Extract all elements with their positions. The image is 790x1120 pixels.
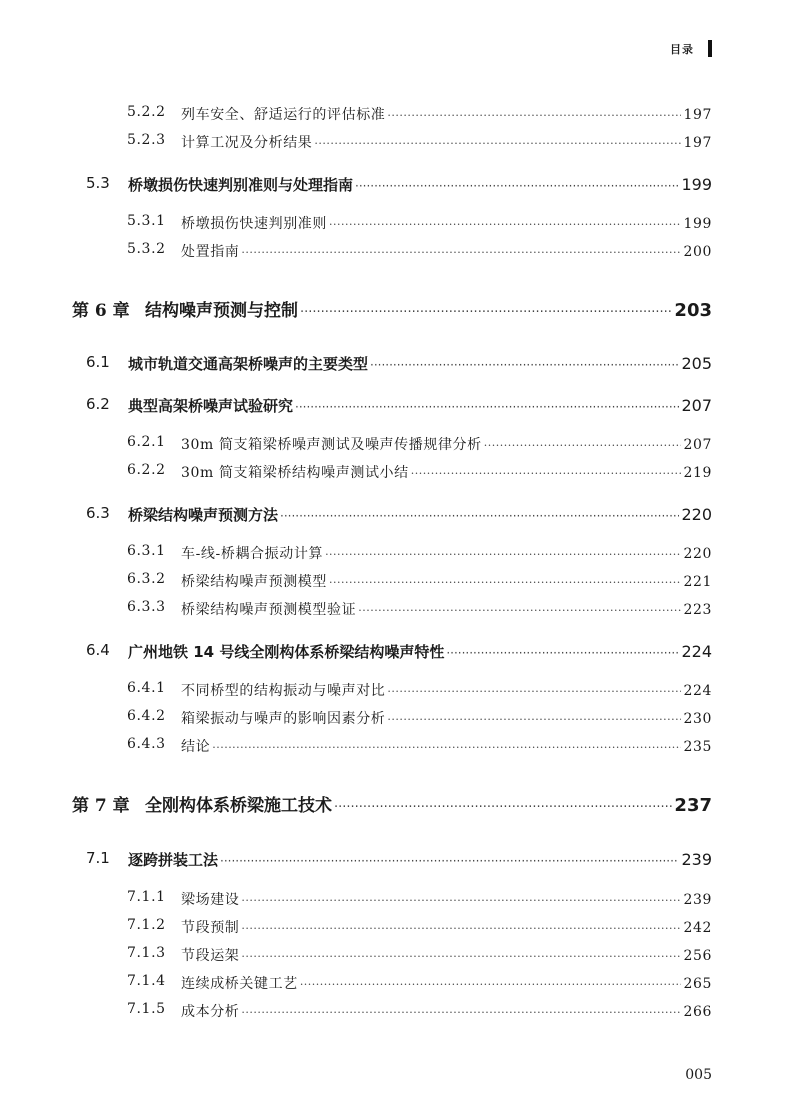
toc-page: 239 (681, 850, 712, 869)
toc-number: 7.1.4 (127, 973, 166, 989)
toc-number: 6.1 (86, 353, 110, 371)
toc-title: 桥梁结构噪声预测模型 (181, 574, 327, 590)
toc-leader (387, 685, 681, 698)
toc-title: 城市轨道交通高架桥噪声的主要类型 (128, 355, 369, 373)
toc-number: 第 7 章 (72, 796, 130, 816)
toc-page: 230 (683, 711, 712, 727)
toc-leader (241, 950, 681, 963)
toc-page: 237 (674, 795, 712, 816)
header-label: 目录 (670, 43, 694, 56)
toc-title: 连续成桥关键工艺 (181, 976, 298, 992)
toc-entry-5-2-2[interactable] (0, 104, 790, 124)
toc-number: 6.2 (86, 395, 110, 413)
toc-entry-6-4-3[interactable] (0, 736, 790, 756)
toc-title: 典型高架桥噪声试验研究 (128, 397, 294, 415)
toc-entry-5-2-3[interactable] (0, 132, 790, 152)
toc-title: 30m 简支箱梁桥噪声测试及噪声传播规律分析 (181, 437, 482, 453)
toc-entry-7-1[interactable] (0, 849, 790, 870)
toc-title: 成本分析 (181, 1004, 240, 1020)
toc-number: 6.3 (86, 504, 110, 522)
toc-leader (295, 400, 679, 414)
toc-leader (241, 922, 681, 935)
toc-leader (387, 713, 681, 726)
toc-leader (220, 854, 679, 868)
toc-chapter-6[interactable] (0, 296, 790, 321)
toc-title: 广州地铁 14 号线全刚构体系桥梁结构噪声特性 (128, 643, 445, 661)
toc-number: 6.3.1 (127, 543, 166, 559)
toc-chapter-7[interactable] (0, 791, 790, 816)
toc-page: 221 (683, 574, 712, 590)
toc-entry-5-3-1[interactable] (0, 213, 790, 233)
toc-title: 处置指南 (181, 244, 240, 260)
toc-entry-5-3-2[interactable] (0, 241, 790, 261)
toc-leader (325, 548, 681, 561)
toc-page: 223 (683, 602, 712, 618)
toc-page: 207 (683, 437, 712, 453)
toc-number: 6.4.3 (127, 736, 166, 752)
toc-page: 265 (683, 976, 712, 992)
toc-number: 5.3.1 (127, 213, 166, 229)
toc-page: 224 (681, 642, 712, 661)
toc-title: 桥墩损伤快速判别准则与处理指南 (128, 176, 354, 194)
toc-title: 结论 (181, 739, 211, 755)
toc-title: 计算工况及分析结果 (181, 135, 313, 151)
toc-entry-6-3-1[interactable] (0, 543, 790, 563)
toc-entry-7-1-3[interactable] (0, 945, 790, 965)
toc-page: 197 (683, 135, 712, 151)
toc-number: 7.1.5 (127, 1001, 166, 1017)
toc-page: 197 (683, 107, 712, 123)
toc-page: 224 (683, 683, 712, 699)
toc-title: 逐跨拼装工法 (128, 851, 219, 869)
toc-number: 5.2.2 (127, 104, 166, 120)
toc-page: 205 (681, 354, 712, 373)
toc-number: 5.3 (86, 174, 110, 192)
toc-leader (329, 576, 681, 589)
toc-entry-6-2[interactable] (0, 395, 790, 416)
toc-number: 6.2.2 (127, 462, 166, 478)
toc-entry-6-2-2[interactable] (0, 462, 790, 482)
toc-entry-7-1-4[interactable] (0, 973, 790, 993)
toc-leader (370, 358, 679, 372)
toc-leader (212, 741, 681, 754)
toc-leader (241, 1006, 681, 1019)
toc-number: 6.2.1 (127, 434, 166, 450)
toc-page: 200 (683, 244, 712, 260)
toc-entry-7-1-2[interactable] (0, 917, 790, 937)
toc-title: 结构噪声预测与控制 (145, 301, 298, 321)
toc-leader (411, 467, 682, 480)
toc-leader (329, 218, 681, 231)
toc-title: 桥墩损伤快速判别准则 (181, 216, 327, 232)
toc-page: 256 (683, 948, 712, 964)
toc-number: 5.3.2 (127, 241, 166, 257)
toc-entry-7-1-1[interactable] (0, 889, 790, 909)
toc-number: 5.2.3 (127, 132, 166, 148)
toc-title: 不同桥型的结构振动与噪声对比 (181, 683, 386, 699)
toc-title: 30m 简支箱梁桥结构噪声测试小结 (181, 465, 409, 481)
toc-number: 7.1.2 (127, 917, 166, 933)
toc-entry-6-3-3[interactable] (0, 599, 790, 619)
toc-title: 列车安全、舒适运行的评估标准 (181, 107, 386, 123)
toc-page: 219 (683, 465, 712, 481)
toc-page: 220 (683, 546, 712, 562)
toc-title: 车-线-桥耦合振动计算 (181, 546, 324, 562)
toc-number: 6.4 (86, 641, 110, 659)
page-number: 005 (685, 1067, 712, 1083)
toc-entry-6-3-2[interactable] (0, 571, 790, 591)
toc-leader (334, 800, 672, 815)
toc-leader (387, 109, 681, 122)
toc-entry-6-3[interactable] (0, 504, 790, 525)
toc-leader (314, 137, 681, 150)
toc-page: 203 (674, 300, 712, 321)
toc-entry-6-4[interactable] (0, 641, 790, 662)
toc-entry-6-4-1[interactable] (0, 680, 790, 700)
toc-number: 7.1.1 (127, 889, 166, 905)
toc-number: 7.1.3 (127, 945, 166, 961)
toc-leader (300, 978, 682, 991)
toc-leader (355, 179, 679, 193)
toc-title: 节段运架 (181, 948, 240, 964)
toc-title: 节段预制 (181, 920, 240, 936)
toc-page: 266 (683, 1004, 712, 1020)
toc-number: 6.4.1 (127, 680, 166, 696)
toc-title: 桥梁结构噪声预测模型验证 (181, 602, 357, 618)
toc-page: 220 (681, 505, 712, 524)
toc-number: 6.3.3 (127, 599, 166, 615)
toc-entry-6-4-2[interactable] (0, 708, 790, 728)
toc-page: 239 (683, 892, 712, 908)
toc-entry-7-1-5[interactable] (0, 1001, 790, 1021)
toc-page: 242 (683, 920, 712, 936)
toc-page: 199 (681, 175, 712, 194)
toc-number: 7.1 (86, 849, 110, 867)
toc-leader (358, 604, 681, 617)
toc-entry-6-1[interactable] (0, 353, 790, 374)
toc-entry-5-3[interactable] (0, 174, 790, 195)
toc-number: 6.4.2 (127, 708, 166, 724)
toc-leader (446, 646, 679, 660)
toc-leader (241, 894, 681, 907)
toc-page: 207 (681, 396, 712, 415)
toc-leader (280, 509, 679, 523)
toc-leader (484, 439, 682, 452)
toc-leader (241, 246, 681, 259)
toc-number: 6.3.2 (127, 571, 166, 587)
toc-title: 梁场建设 (181, 892, 240, 908)
toc-entry-6-2-1[interactable] (0, 434, 790, 454)
toc-page: 235 (683, 739, 712, 755)
toc-number: 第 6 章 (72, 301, 130, 321)
toc-page: 199 (683, 216, 712, 232)
toc-title: 箱梁振动与噪声的影响因素分析 (181, 711, 386, 727)
header-bar (708, 40, 712, 57)
toc-leader (300, 305, 672, 320)
toc-title: 全刚构体系桥梁施工技术 (145, 796, 332, 816)
toc-title: 桥梁结构噪声预测方法 (128, 506, 279, 524)
